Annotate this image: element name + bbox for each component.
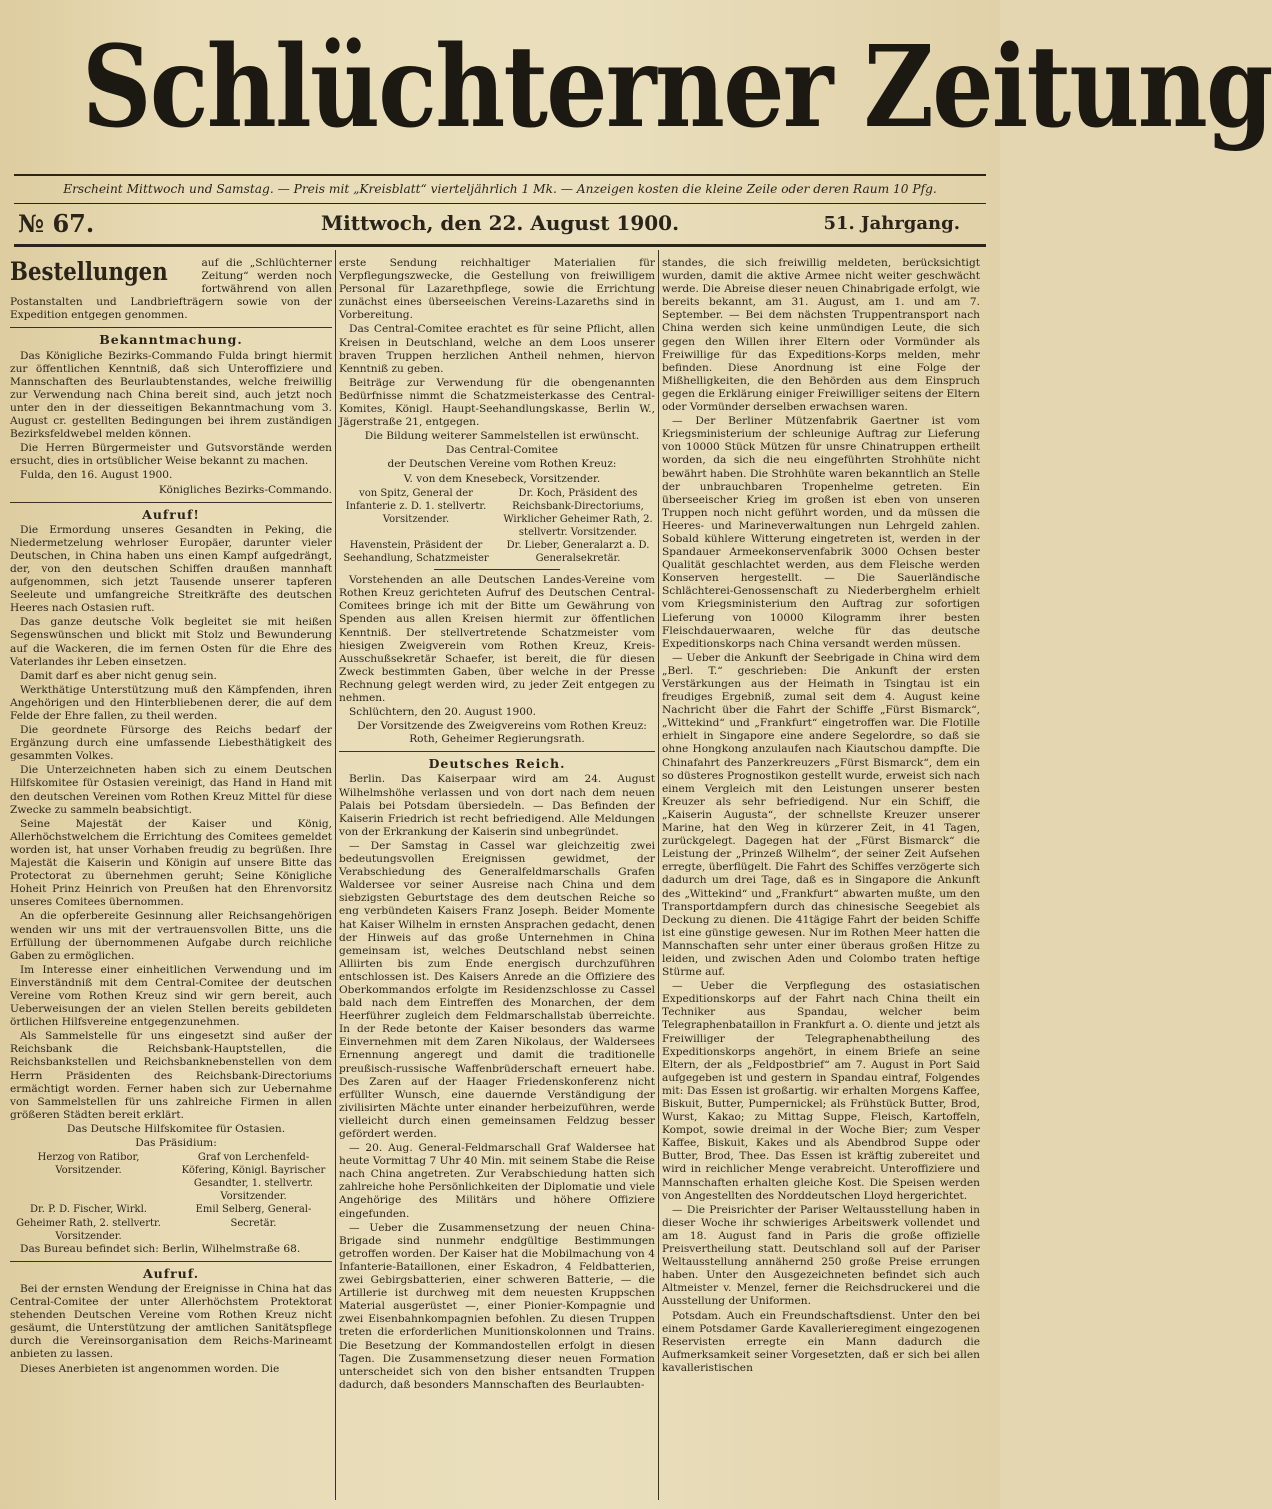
news-paragraph: — 20. Aug. General-Feldmarschall Graf Waldersee hat heute Vormittag 7 Uhr 40 Min. mit seinem Stabe die Reise nach China angetreten. Zur Verabschiedung hatten sich zahlreiche hohe Persönlichkeiten der Diplomatie und viele Angehörige des Militärs und höhere Offiziere eingefunden.	[339, 1142, 655, 1220]
announcement-paragraph: Die Herren Bürgermeister und Gutsvorstände werden ersucht, dies in ortsüblicher Weise bekannt zu machen.	[10, 442, 332, 468]
announcement-paragraph: Das Königliche Bezirks-Commando Fulda bringt hiermit zur öffentlichen Kenntniß, daß sich Unteroffiziere und Mannschaften des Beurlaubtenstandes, welche freiwillig zur Verwendung nach China bereit sind, auch jetzt noch unter den in der diesseitigen Bekanntmachung vom 3. August cr. gestellten Bedingungen bei ihrem zuständigen Bezirksfeldwebel melden können.	[10, 349, 332, 441]
article-paragraph: Das Central-Comitee erachtet es für seine Pflicht, allen Kreisen in Deutschland, welche an dem Loos unserer braven Truppen herzlichen Antheil nehmen, hiervon Kenntniß zu geben.	[339, 323, 655, 375]
newspaper-title: Schlüchterner Zeitung	[82, 22, 1272, 153]
central-committee-subtitle: der Deutschen Vereine vom Rothen Kreuz:	[387, 458, 617, 471]
central-committee-title: Das Central-Comitee	[445, 444, 559, 457]
column-2	[339, 257, 655, 1497]
appeal-heading: Aufruf!	[142, 506, 200, 522]
committee-signatures	[10, 1151, 332, 1243]
article-paragraph: Vorstehenden an alle Deutschen Landes-Vereine vom Rothen Kreuz gerichteten Aufruf des Deutschen Central-Comitees bringe ich mit der Bitte um Gewährung von Spenden aus allen Kreisen hiermit zur öffentlichen Kenntniß. Der stellvertretende Schatzmeister vom hiesigen Zweigverein vom Rothen Kreuz, Kreis-Ausschußsekretär Schaefer, ist bereit, die für diesen Zweck bestimmten Gaben, über welche in der Presse Rechnung gelegt werden wird, zu jeder Zeit entgegen zu nehmen.	[339, 574, 655, 704]
news-paragraph: — Ueber die Ankunft der Seebrigade in China wird dem „Berl. T.“ geschrieben: Die Ankunft der ersten Verstärkungen aus der Heimath in Tsingtau ist ein freudiges Ergebniß, zumal seit dem 4. August keine Nachricht über die Fahrt der Schiffe „Fürst Bismarck“, „Wittekind“ und „Frankfurt“ eingetroffen war. Die Flotille erhielt in Singapore eine andere Segelordre, so daß sie ohne Hongkong anzulaufen nach Kiautschou dampfte. Die Chinafahrt des Panzerkreuzers „Fürst Bismarck“, dem ein so düsteres Prognostikon gestellt wurde, erweist sich nach einem Vergleich mit den Leistungen unserer besten Kreuzer als sehr befriedigend. Nur ein Schiff, die „Kaiserin Augusta“, der schnellste Kreuzer unserer Marine, hat den Weg in kürzerer Zeit, in 41 Tagen, zurückgelegt. Dagegen hat der „Fürst Bismarck“ die Leistung der „Prinzeß Wilhelm“, der seiner Zeit Aufsehen erregte, überflügelt. Die Fahrt des Schiffes verzögerte sich dadurch um drei Tage, daß es in Singapore die Ankunft des „Wittekind“ und „Frankfurt“ abwarten mußte, um den Transportdampfern durch das chinesische Seegebiet als Deckung zu dienen. Die 41tägige Fahrt der beiden Schiffe ist eine günstige gewesen. Nur im Rothen Meer hatten die Mannschaften sehr unter einer überaus großen Hitze zu leiden, und zwischen Aden und Colombo traten heftige Stürme auf.	[662, 651, 980, 979]
appeal-paragraph: Die geordnete Fürsorge des Reichs bedarf der Ergänzung durch eine umfassende Liebesthätigkeit des gesammten Volkes.	[10, 724, 332, 763]
appeal-paragraph: Das ganze deutsche Volk begleitet sie mit heißen Segenswünschen und blickt mit Stolz und Bewunderung auf die Wackeren, die im fernen Osten für die Ehre des Vaterlandes ihr Leben einsetzen.	[10, 616, 332, 668]
appeal-paragraph: Als Sammelstelle für uns eingesetzt sind außer der Reichsbank die Reichsbank-Hauptstellen, die Reichsbankstellen und Reichsbanknebenstellen von dem Herrn Präsidenten des Reichsbank-Directoriums ermächtigt worden. Ferner haben sich zur Uebernahme von Sammelstellen für uns zahlreiche Firmen in allen größeren Städten bereit erklärt.	[10, 1030, 332, 1121]
column-1	[10, 257, 332, 1497]
news-paragraph: — Ueber die Verpflegung des ostasiatischen Expeditionskorps auf der Fahrt nach China theilt ein Techniker aus Spandau, welcher beim Telegraphenbataillon in Frankfurt a. O. diente und jetzt als Freiwilliger der Telegraphenabtheilung des Expeditionskorps angehört, in einem Briefe an seine Eltern, der als „Feldpostbrief“ am 7. August in Port Said aufgegeben ist und gestern in Spandau eintraf, Folgendes mit: Das Essen ist großartig. wir erhalten Morgens Kaffee, Biskuit, Butter, Pumpernickel; als Frühstück Butter, Brod, Wurst, Kakao; zu Mittag Suppe, Fleisch, Kartoffeln, Kompot, sowie dreimal in der Woche Bier; zum Vesper Kaffee, Biskuit, Kakes und als Abendbrod Suppe oder Butter, Brod, Thee. Das Essen ist kräftig zubereitet und wird in reichlicher Menge verabreicht. Unteroffiziere und Mannschaften erhalten gleiche Kost. Die Speisen werden von Angestellten des Norddeutschen Lloyd hergerichtet.	[662, 980, 980, 1202]
appeal2-paragraph: Dieses Anerbieten ist angenommen worden. Die	[20, 1362, 280, 1375]
announcement-place-date: Fulda, den 16. August 1900.	[20, 469, 173, 482]
news-paragraph: standes, die sich freiwillig meldeten, berücksichtigt wurden, damit die aktive Armee nicht weiter geschwächt werde. Die Abreise dieser neuen Chinabrigade erfolgt, wie bereits bekannt, am 31. August, am 1. und am 7. September. — Bei dem nächsten Truppentransport nach China werden sich keine unmündigen Leute, die sich gegen den Willen ihrer Eltern oder Vormünder als Freiwillige für das Expeditions-Korps melden, mehr befinden. Diese Anordnung ist eine Folge der Mißhelligkeiten, die den Behörden aus dem Einspruch gegen die Erklärung einiger Freiwilliger seitens der Eltern oder Vormünder derselben erwachsen waren.	[662, 257, 980, 414]
issue-rule	[14, 244, 986, 247]
signature: Dr. P. D. Fischer, Wirkl. Geheimer Rath, 2. stellvertr. Vorsitzender.	[16, 1204, 161, 1242]
divider	[434, 569, 560, 570]
news-paragraph: — Die Preisrichter der Pariser Weltausstellung haben in dieser Woche ihr schwieriges Arbeitswerk vollendet und am 18. August fand in Paris die große offizielle Preisvertheilung statt. Deutschland soll auf der Pariser Weltausstellung annähernd 250 große Preise errungen haben. Unter den Ausgezeichneten befindet sich auch Altmeister v. Menzel, ferner die Reichsdruckerei und die Ausstellung der Uniformen.	[662, 1203, 980, 1308]
column-3	[662, 257, 980, 1497]
section-heading-deutsches-reich: Deutsches Reich.	[428, 756, 566, 772]
signature: Graf von Lerchenfeld-Köfering, Königl. Bayrischer Gesandter, 1. stellvertr. Vorsitzender.	[181, 1152, 326, 1203]
appeal-paragraph: Werkthätige Unterstützung muß den Kämpfenden, ihren Angehörigen und den Hinterbliebenen derer, die auf dem Felde der Ehre fallen, zu theil werden.	[10, 683, 332, 722]
divider	[10, 1261, 332, 1262]
committee-presidium: Das Präsidium:	[135, 1137, 217, 1149]
column-divider-2	[658, 250, 659, 1500]
news-paragraph: — Der Berliner Mützenfabrik Gaertner ist vom Kriegsministerium der schleunige Auftrag zur Lieferung von 10000 Stück Mützen für unsre Chinatruppen ertheilt worden, da sich die neu eingeführten Strohhüte nicht bewährt haben. Die Strohhüte waren bekanntlich an Stelle der unbrauchbaren Tropenhelme getreten. Ein überseeischer Krieg im großen ist eben von unseren Truppen noch nicht geführt worden, und da müssen die Heeres- und Marineverwaltungen nun Lehrgeld zahlen. Sobald kühlere Witterung eingetreten ist, werden in der Spandauer Armeekonservenfabrik 3000 Ochsen bester Qualität geschlachtet werden, aus dem Fleische werden Konserven hergestellt. — Die Sauerländische Schlächterei-Genossenschaft zu Niederberghelm erhielt vom Kriegsministerium den Auftrag zur sofortigen Lieferung von 10000 Kilogramm ihrer besten Fleischdauerwaaren, welche für das deutsche Expeditionskorps nach China versandt werden müssen.	[662, 415, 980, 650]
appeal2-paragraph: Bei der ernsten Wendung der Ereignisse in China hat das Central-Comitee der unter Allerhöchstem Protektorat stehenden Deutschen Vereine vom Rothen Kreuz nicht gesäumt, die Unterstützung der amtlichen Sanitätspflege durch die Vereinsorganisation dem Reichs-Marineamt anbieten zu lassen.	[10, 1282, 332, 1361]
news-paragraph: — Ueber die Zusammensetzung der neuen China-Brigade sind nunmehr endgültige Bestimmungen getroffen worden. Der Kaiser hat die Mobilmachung von 4 Infanterie-Bataillonen, einer Eskadron, 4 Feldbatterien, zwei Gebirgsbatterien, einer schweren Batterie, — die Artillerie ist durchweg mit dem neuesten Kruppschen Material ausgerüstet —, einer Pionier-Kompagnie und zwei Eisenbahnkompagnien befohlen. Zu diesen Truppen treten die erforderlichen Munitionskolonnen und Trains. Die Besetzung der Kommandostellen erfolgt in diesen Tagen. Die Zusammensetzung dieser neuen Formation unterscheidet sich von den bisher entsandten Truppen dadurch, daß besonders Mannschaften des Beurlaubten-	[339, 1221, 655, 1391]
news-paragraph: Berlin. Das Kaiserpaar wird am 24. August Wilhelmshöhe verlassen und von dort nach dem neuen Palais bei Potsdam übersiedeln. — Das Befinden der Kaiserin Friedrich ist recht befriedigend. Alle Meldungen von der Erkrankung der Kaiserin sind unbegründet.	[339, 773, 655, 838]
masthead-rule-top	[14, 174, 986, 176]
appeal-paragraph: Seine Majestät der Kaiser und König, Allerhöchstwelchem die Errichtung des Comitees gemeldet worden ist, hat unser Vorhaben freudig zu begrüßen. Ihre Majestät die Kaiserin und Königin auf unsere Bitte das Protectorat zu übernehmen geruht; Seine Königliche Hoheit Prinz Heinrich von Preußen hat den Ehrenvorsitz unseres Comitees übernommen.	[10, 817, 332, 909]
masthead	[14, 0, 1272, 176]
news-paragraph: Potsdam. Auch ein Freundschaftsdienst. Unter den bei einem Potsdamer Garde Kavallerieregiment eingezogenen Reservisten erregte ein Mann dadurch die Aufmerksamkeit seiner Vorgesetzten, daß er sich bei allen kavalleristischen	[662, 1309, 980, 1374]
subscription-line: Erscheint Mittwoch und Samstag. — Preis mit „Kreisblatt“ vierteljährlich 1 Mk. — Anzeigen kosten die kleine Zeile oder deren Raum 10 Pfg.	[63, 182, 937, 196]
appeal-paragraph: Die Unterzeichneten haben sich zu einem Deutschen Hilfskomitee für Ostasien vereinigt, das Hand in Hand mit den deutschen Vereinen vom Rothen Kreuz Mittel für diese Zwecke zu sammeln beabsichtigt.	[10, 764, 332, 816]
subline-rule	[14, 203, 986, 204]
appeal-paragraph: Im Interesse einer einheitlichen Verwendung und im Einverständniß mit dem Central-Comitee der deutschen Vereine vom Rothen Kreuz sind wir gern bereit, auch Ueberweisungen der an vielen Stellen bereits gebildeten örtlichen Hilfsvereine entgegenzunehmen.	[10, 963, 332, 1029]
divider	[339, 751, 655, 752]
appeal-paragraph: Damit darf es aber nicht genug sein.	[20, 669, 217, 682]
appeal-paragraph: Die Ermordung unseres Gesandten in Peking, die Niedermetzelung wehrloser Europäer, darunter vieler Deutschen, in China haben uns einen Kampf aufgedrängt, der, von den deutschen Schiffen draußen mannhaft aufgenommen, sich jetzt Tausende unserer tapferen Seeleute und umfangreiche Streitkräfte des deutschen Heeres nach Ostasien ruft.	[10, 523, 332, 615]
signature: Dr. Koch, Präsident des Reichsbank-Directoriums, Wirklicher Geheimer Rath, 2. stellvertr. Vorsitzender.	[503, 487, 653, 538]
signature: von Spitz, General der Infanterie z. D. 1. stellvertr. Vorsitzender.	[345, 487, 487, 525]
orders-heading: Bestellungen	[10, 257, 168, 286]
central-committee-chair: V. von dem Knesebeck, Vorsitzender.	[403, 472, 601, 485]
appeal2-heading: Aufruf.	[142, 1265, 200, 1281]
issue-year: 51. Jahrgang.	[823, 213, 960, 234]
article-paragraph: erste Sendung reichhaltiger Materialien für Verpflegungszwecke, die Gestellung von freiwilligem Personal für Lazarethpflege, sowie die Errichtung zunächst eines überseeischen Vereins-Lazareths sind in Vorbereitung.	[339, 257, 655, 322]
signature: Dr. Lieber, Generalarzt a. D. Generalsekretär.	[506, 539, 650, 565]
orders-text: auf die „Schlüchterner Zeitung“ werden noch fortwährend von allen Postanstalten und Landbriefträgern sowie von der Expedition entgegen genommen.	[10, 257, 332, 322]
appeal-paragraph: An die opferbereite Gesinnung aller Reichsangehörigen wenden wir uns mit der vertrauensvollen Bitte, uns die Erfüllung der übernommenen Aufgabe durch reichliche Gaben zu ermöglichen.	[10, 910, 332, 962]
orders-notice	[10, 257, 332, 322]
article-signature: Der Vorsitzende des Zweigvereins vom Rothen Kreuz: Roth, Geheimer Regierungsrath.	[357, 720, 647, 746]
announcement-heading: Bekanntmachung.	[99, 332, 243, 348]
column-divider-1	[335, 250, 336, 1500]
signature: Emil Selberg, General-Secretär.	[195, 1204, 312, 1229]
central-committee-signatures	[339, 487, 655, 566]
article-paragraph: Beiträge zur Verwendung für die obengenannten Bedürfnisse nimmt die Schatzmeisterkasse des Central-Komites, Königl. Haupt-Seehandlungskasse, Berlin W., Jägerstraße 21, entgegen.	[339, 376, 655, 429]
article-place-date: Schlüchtern, den 20. August 1900.	[349, 706, 537, 719]
issue-row	[14, 207, 986, 243]
signature: Havenstein, Präsident der Seehandlung, Schatzmeister	[343, 539, 489, 565]
article-paragraph: Die Bildung weiterer Sammelstellen ist erwünscht.	[364, 430, 640, 443]
committee-name: Das Deutsche Hilfskomitee für Ostasien.	[66, 1122, 286, 1135]
issue-number: № 67.	[18, 209, 95, 238]
issue-date: Mittwoch, den 22. August 1900.	[320, 211, 680, 235]
signature: Herzog von Ratibor, Vorsitzender.	[37, 1152, 140, 1177]
divider	[10, 502, 332, 503]
divider	[10, 327, 332, 328]
committee-bureau: Das Bureau befindet sich: Berlin, Wilhelmstraße 68.	[20, 1242, 301, 1255]
news-paragraph: — Der Samstag in Cassel war gleichzeitig zwei bedeutungsvollen Ereignissen gewidmet, der Verabschiedung des Generalfeldmarschalls Grafen Waldersee vor seiner Ausreise nach China und dem siebzigsten Geburtstage des dem deutschen Reiche so eng verbündeten Kaisers Franz Joseph. Beider Momente hat Kaiser Wilhelm in ernsten Ansprachen gedacht, denen der Hinweis auf das große Unternehmen in China gemeinsam ist, welches Deutschland nebst seinen Alliirten bis zum Ende energisch durchzuführen entschlossen ist. Des Kaisers Anrede an die Offiziere des Oberkommandos erfolgte im Residenzschlosse zu Cassel bald nach dem Eintreffen des Monarchen, der dem Heerführer zugleich dem Feldmarschallstab überreichte. In der Rede betonte der Kaiser besonders das warme Einvernehmen mit dem Zaren Nikolaus, der Waldersees Ernennung angeregt und damit die traditionelle preußisch-russische Waffenbrüderschaft erneuert habe. Des Zaren auf der Haager Friedenskonferenz nicht erfüllter Wunsch, eine dauernde Verständigung der zivilisirten Mächte unter einander herbeizuführen, werde vielleicht durch einen gemeinsamen Feldzug besser gefördert werden.	[339, 839, 655, 1140]
announcement-signature: Königliches Bezirks-Commando.	[158, 483, 332, 496]
